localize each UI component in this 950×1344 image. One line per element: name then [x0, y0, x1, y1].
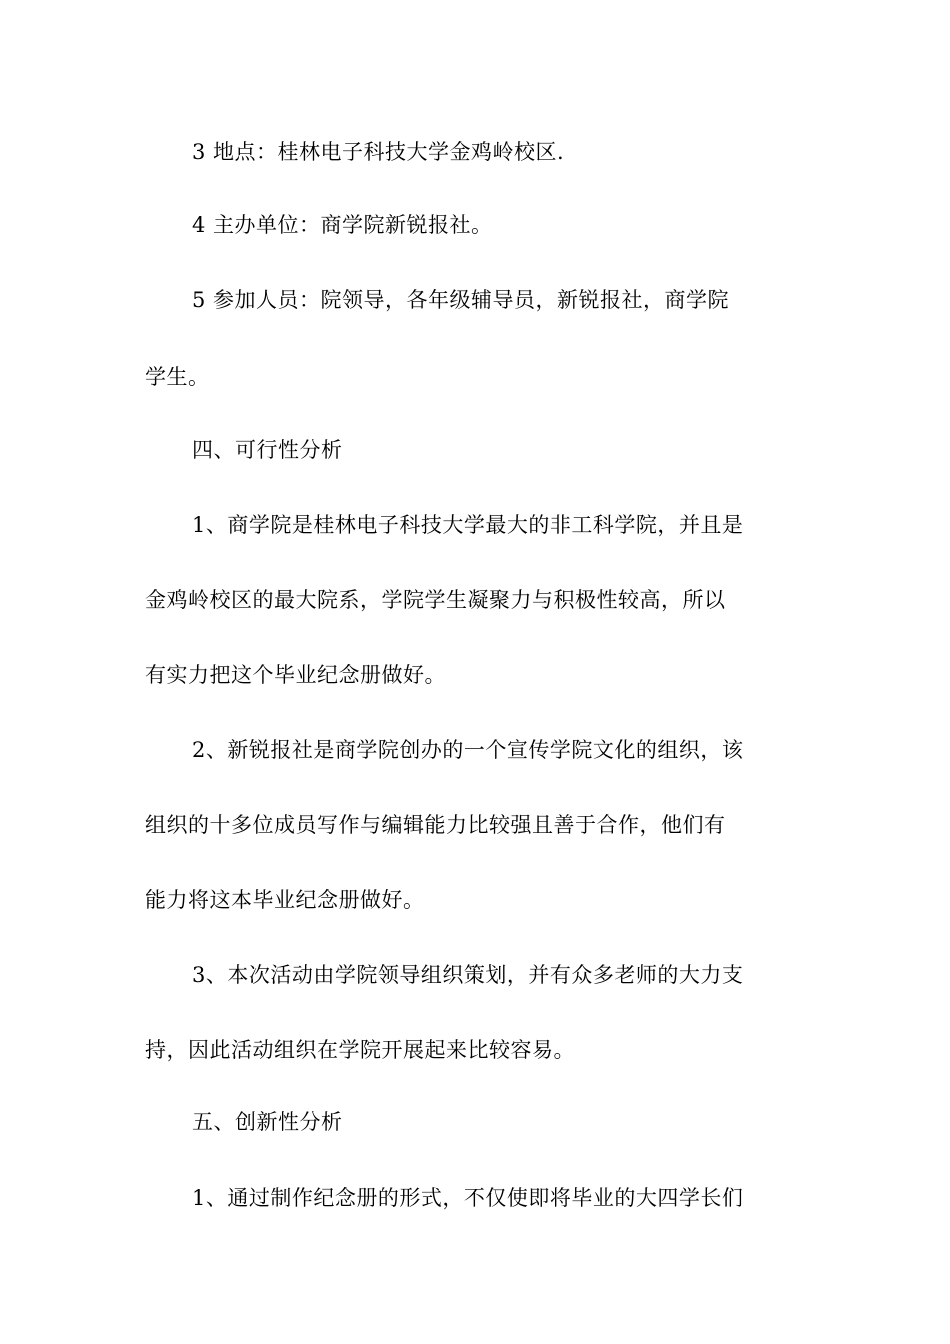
feasibility-point-1-line-2: 金鸡岭校区的最大院系，学院学生凝聚力与积极性较高，所以	[145, 588, 726, 612]
participants-line: 5 参加人员：院领导，各年级辅导员，新锐报社，商学院	[192, 288, 730, 312]
participants-line-continued: 学生。	[145, 365, 210, 389]
feasibility-point-2-line-1: 2、新锐报社是商学院创办的一个宣传学院文化的组织，该	[192, 738, 744, 762]
venue-line: 3 地点：桂林电子科技大学金鸡岭校区.	[192, 140, 565, 164]
feasibility-point-1-line-1: 1、商学院是桂林电子科技大学最大的非工科学院，并且是	[192, 513, 744, 537]
section-heading-feasibility: 四、可行性分析	[192, 438, 343, 462]
innovation-point-1-line-1: 1、通过制作纪念册的形式，不仅使即将毕业的大四学长们	[192, 1186, 744, 1210]
feasibility-point-1-line-3: 有实力把这个毕业纪念册做好。	[145, 663, 446, 687]
feasibility-point-2-line-3: 能力将这本毕业纪念册做好。	[145, 888, 425, 912]
feasibility-point-2-line-2: 组织的十多位成员写作与编辑能力比较强且善于合作，他们有	[145, 813, 726, 837]
section-heading-innovation: 五、创新性分析	[192, 1110, 343, 1134]
feasibility-point-3-line-1: 3、本次活动由学院领导组织策划，并有众多老师的大力支	[192, 963, 744, 987]
feasibility-point-3-line-2: 持，因此活动组织在学院开展起来比较容易。	[145, 1038, 575, 1062]
organizer-line: 4 主办单位：商学院新锐报社。	[192, 213, 493, 237]
